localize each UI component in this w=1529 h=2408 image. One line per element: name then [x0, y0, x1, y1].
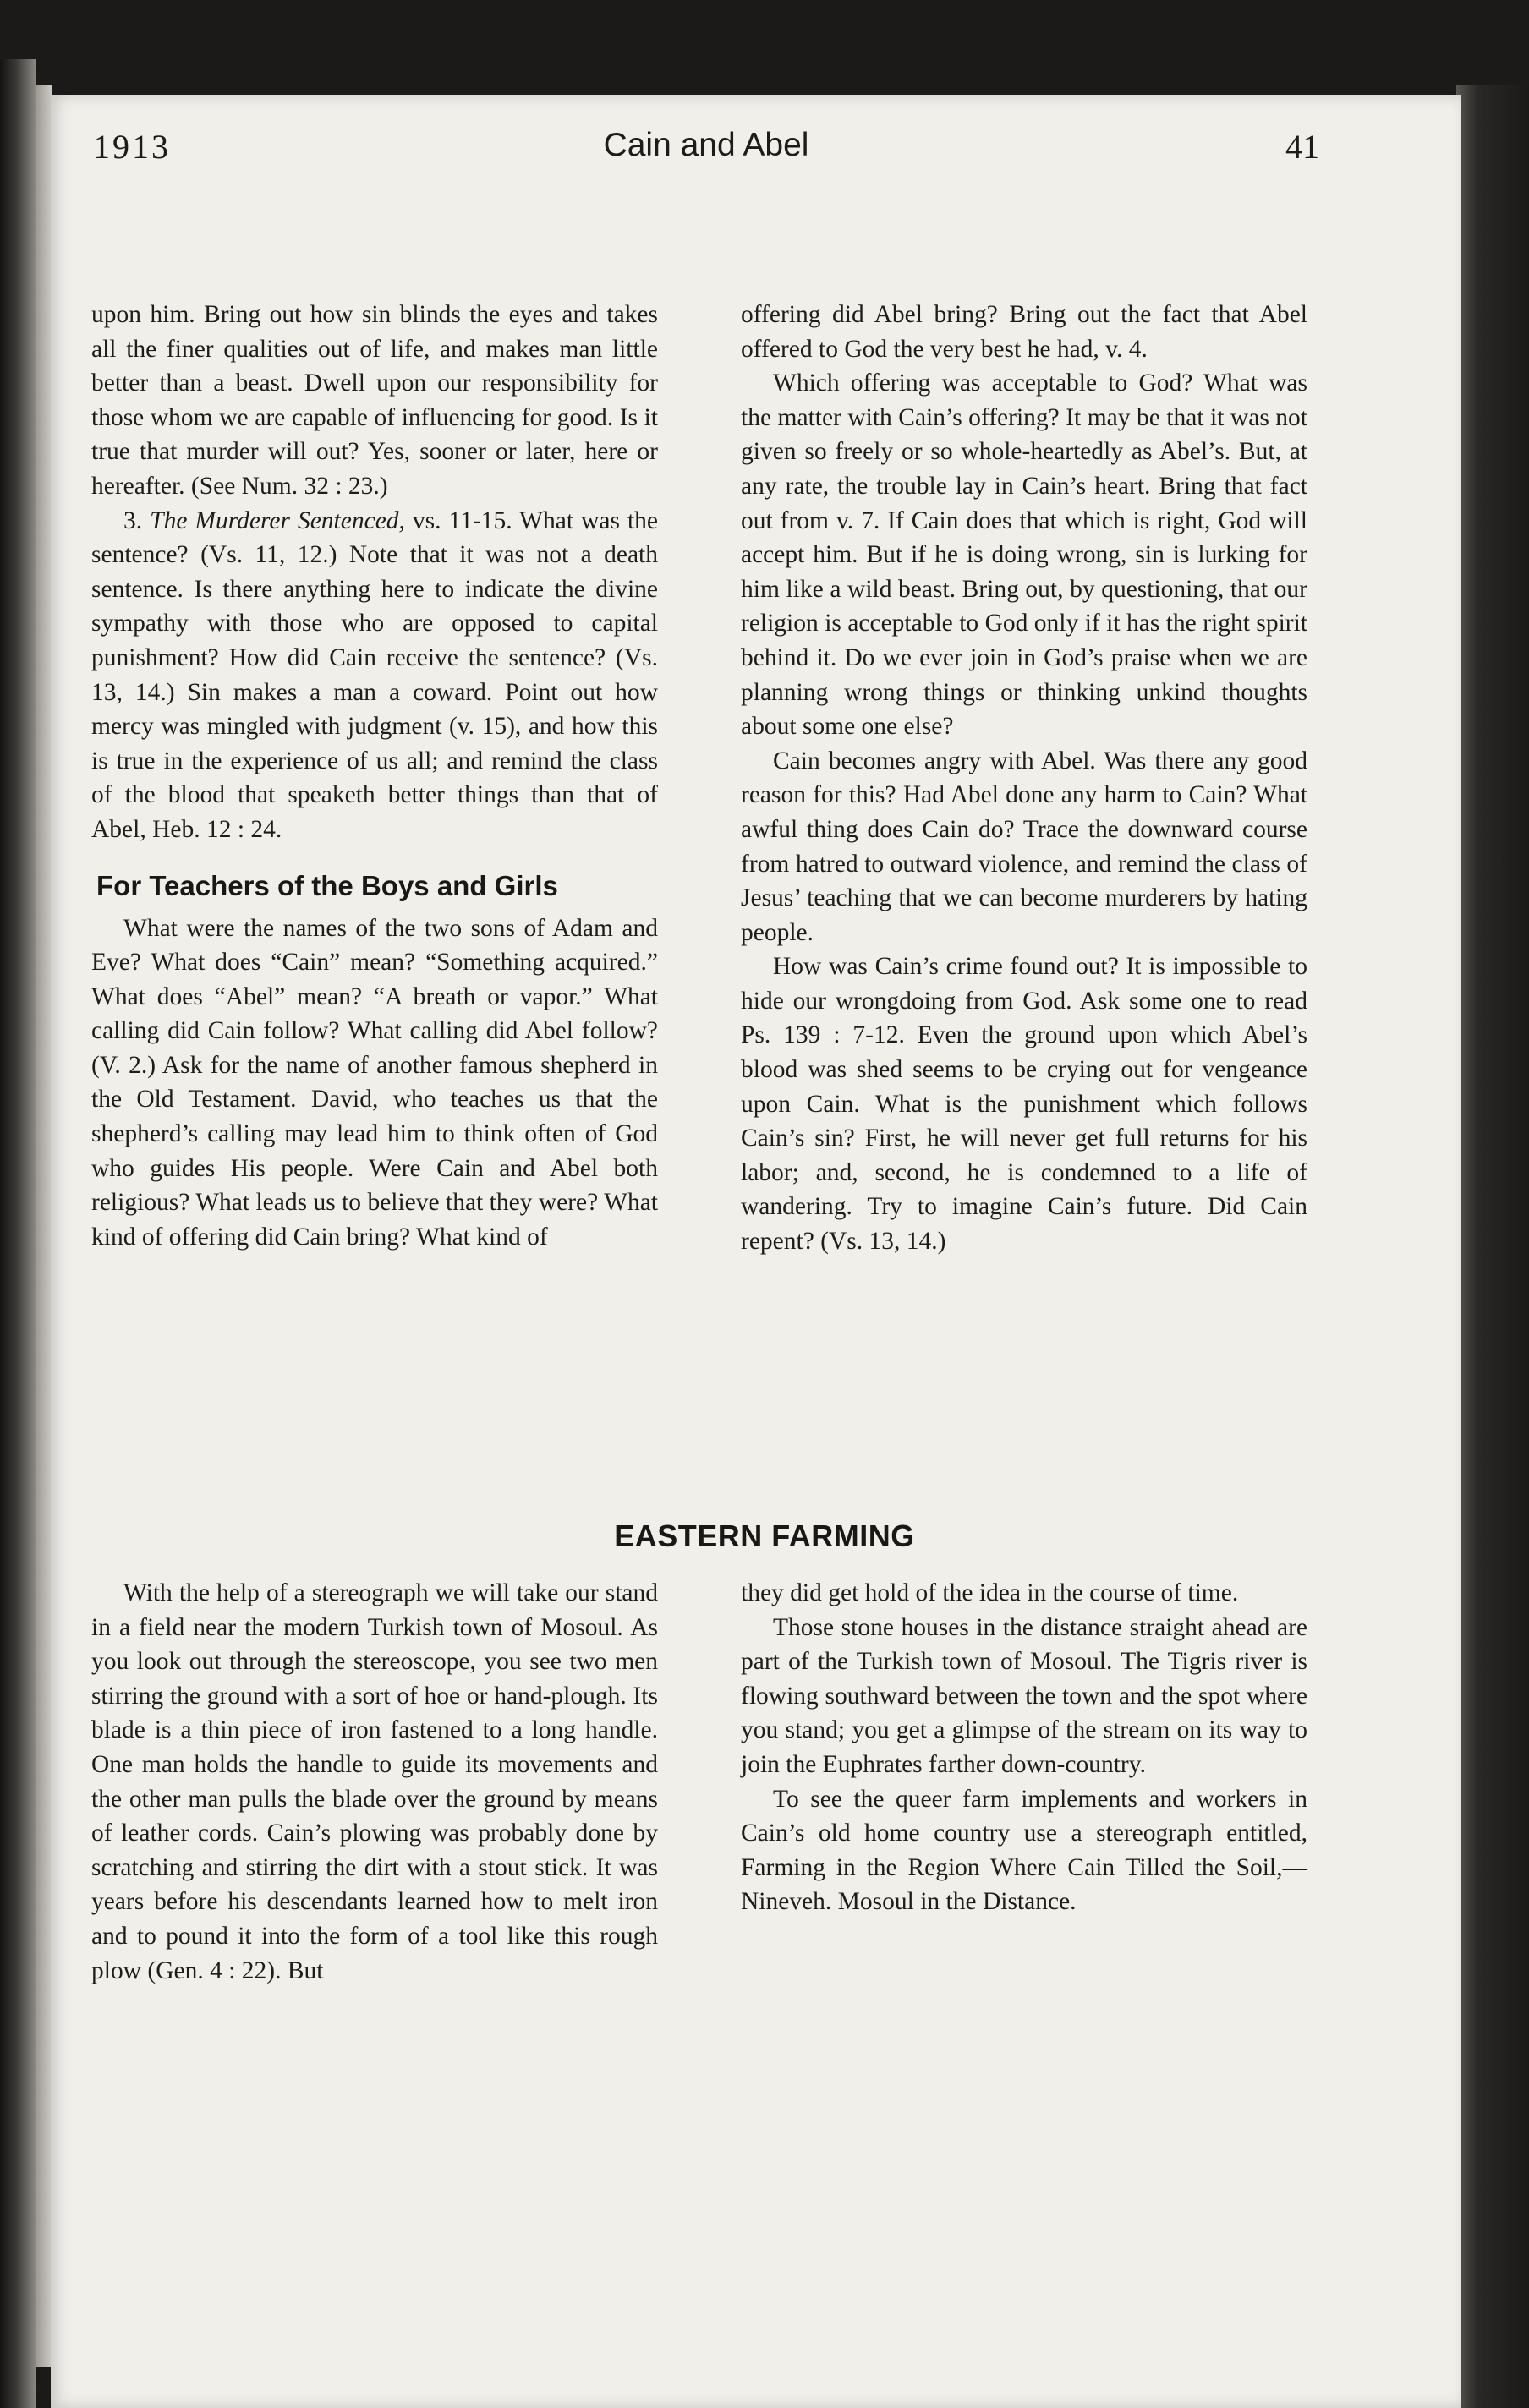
right-column-top: [741, 298, 1307, 1259]
left-column-bottom: [91, 1576, 658, 1988]
section-number: 3.: [123, 506, 143, 534]
paragraph-text: vs. 11-15. What was the sentence? (Vs. 11, 12.) Note that it was not a death sentence. Is there anything here to indicate the divine sympathy with those who are opposed to capital punishment? How did Cain receive the sentence? (Vs. 13, 14.) Sin makes a man a coward. Point out how mercy was mingled with judgment (v. 15), and how this is true in the experience of us all; and remind the class of the blood that speaketh better things than that of Abel, Heb. 12 : 24.: [91, 506, 658, 843]
paragraph: To see the queer farm implements and workers in Cain’s old home country use a stereograph entitled, Farming in the Region Where Cain Tilled the Soil,—Nineveh. Mosoul in the Distance.: [741, 1785, 1307, 1916]
section-heading-italic: The Murderer Sentenced,: [150, 506, 405, 534]
paragraph: they did get hold of the idea in the course of time.: [741, 1579, 1239, 1606]
page-number: 41: [1285, 128, 1319, 166]
paragraph: Those stone houses in the distance straight ahead are part of the Turkish town of Mosoul. The Tigris river is flowing southward between the town and the spot where you stand; you get a glimpse of the stream on its way to join the Euphrates farther down-country.: [741, 1613, 1307, 1778]
header-title: Cain and Abel: [603, 127, 809, 163]
paragraph: offering did Abel bring? Bring out the fact that Abel offered to God the very best he had, v. 4.: [741, 301, 1307, 363]
facing-page-edge: [36, 85, 52, 2367]
paragraph: What were the names of the two sons of Adam and Eve? What does “Cain” mean? “Something acquired.” What does “Abel” mean? “A breath or vapor.” What calling did Cain follow? What calling did Abel follow? (V. 2.) Ask for the name of another famous shepherd in the Old Testament. David, who teaches us that the shepherd’s calling may lead him to think often of God who guides His people. Were Cain and Abel both religious? What leads us to believe that they were? What kind of offering did Cain bring? What kind of: [91, 914, 658, 1251]
book-cover-edge: [1456, 85, 1529, 2408]
right-column-bottom: [741, 1576, 1307, 1919]
book-spine-shadow: [0, 59, 36, 2408]
paragraph-murderer-sentenced: [91, 504, 658, 847]
paragraph: Which offering was acceptable to God? What was the matter with Cain’s offering? It may be that it was not given so freely or so whole-heartedly as Abel’s. But, at any rate, the trouble lay in Cain’s heart. Bring that fact out from v. 7. If Cain does that which is right, God will accept him. But if he is doing wrong, sin is lurking for him like a wild beast. Bring out, by questioning, that our religion is acceptable to God only if it has the right spirit behind it. Do we ever join in God’s praise when we are planning wrong things or thinking unkind thoughts about some one else?: [741, 369, 1307, 741]
subheading-boys-and-girls: For Teachers of the Boys and Girls: [96, 869, 558, 901]
paragraph: Cain becomes angry with Abel. Was there any good reason for this? Had Abel done any harm to Cain? What awful thing does Cain do? Trace the downward course from hatred to outward violence, and remind the class of Jesus’ teaching that we can become murderers by hating people.: [741, 747, 1307, 946]
header-year: 1913: [93, 128, 171, 166]
running-header: [93, 127, 1319, 203]
left-column-top: [91, 298, 658, 1254]
paragraph: upon him. Bring out how sin blinds the eyes and takes all the finer qualities out of life, and makes man little better than a beast. Dwell upon our responsibility for those whom we are capable of influencing for good. Is it true that murder will out? Yes, sooner or later, here or hereafter. (See Num. 32 : 23.): [91, 301, 658, 500]
paragraph: With the help of a stereograph we will take our stand in a field near the modern Turkish town of Mosoul. As you look out through the stereoscope, you see two men stirring the ground with a sort of hoe or hand-plough. Its blade is a thin piece of iron fastened to a long handle. One man holds the handle to guide its movements and the other man pulls the blade over the ground by means of leather cords. Cain’s plowing was probably done by scratching and stirring the dirt with a stout stick. It was years before his descendants learned how to melt iron and to pound it into the form of a tool like this rough plow (Gen. 4 : 22). But: [91, 1579, 658, 1984]
paragraph: How was Cain’s crime found out? It is impossible to hide our wrongdoing from God. Ask some one to read Ps. 139 : 7-12. Even the ground upon which Abel’s blood was shed seems to be crying out for vengeance upon Cain. What is the punishment which follows Cain’s sin? First, he will never get full returns for his labor; and, second, he is condemned to a life of wandering. Try to imagine Cain’s future. Did Cain repent? (Vs. 13, 14.): [741, 953, 1307, 1256]
section-title-eastern-farming: EASTERN FARMING: [614, 1519, 915, 1553]
